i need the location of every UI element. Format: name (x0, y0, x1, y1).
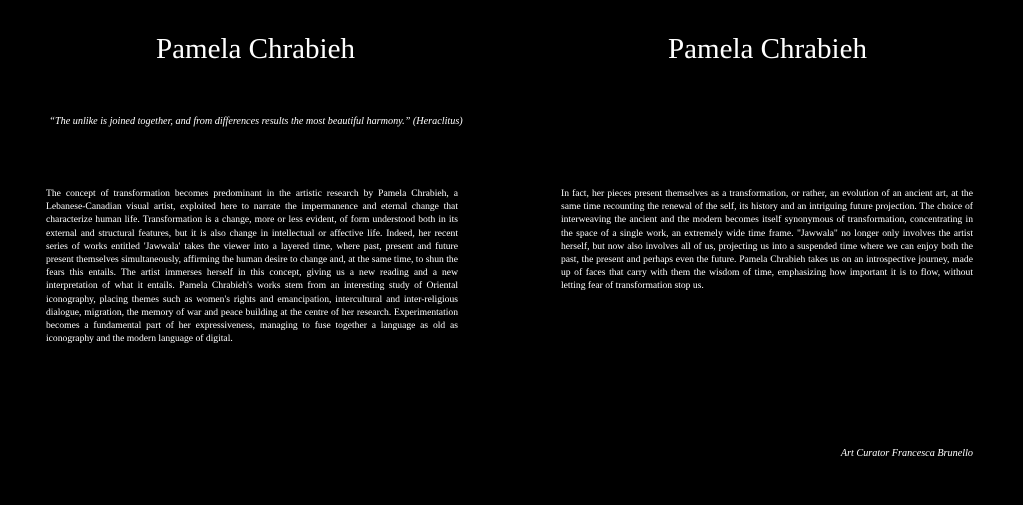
right-page-title: Pamela Chrabieh (668, 33, 867, 65)
heraclitus-quote: “The unlike is joined together, and from differences results the most beautiful harmony.” (Heraclitus) (49, 116, 463, 127)
left-page (0, 0, 511, 505)
left-page-title: Pamela Chrabieh (156, 33, 355, 65)
curator-signature: Art Curator Francesca Brunello (840, 448, 973, 459)
right-page (512, 0, 1023, 505)
left-page-body-text: The concept of transformation becomes predominant in the artistic research by Pamela Chrabieh, a Lebanese-Canadian visual artist, exploited here to narrate the impermanence and eternal change that characterize human life. Transformation is a change, more or less evident, of form understood both in its external and structural features, but it is also change in intellectual or affective life. Indeed, her recent series of works entitled 'Jawwala' takes the viewer into a layered time, where past, present and future present themselves simultaneously, affirming the human desire to change and, at the same time, to shun the fears this entails. The artist immerses herself in this concept, giving us a new reading and a new interpretation of what it entails. Pamela Chrabieh's works stem from an interesting study of Oriental iconography, placing themes such as women's rights and emancipation, intercultural and inter-religious dialogue, migration, the memory of war and peace building at the centre of her research. Experimentation becomes a fundamental part of her expressiveness, managing to fuse together a language as old as iconography and the modern language of digital. (46, 188, 458, 345)
right-page-body-text: In fact, her pieces present themselves as a transformation, or rather, an evolution of an ancient art, at the same time recounting the renewal of the self, its history and an intriguing future projection. The choice of interweaving the ancient and the modern becomes itself synonymous of transformation, concentrating in the space of a single work, an extremely wide time frame. "Jawwala" no longer only involves the artist herself, but now also involves all of us, projecting us into a suspended time where we can enjoy both the past, the present and perhaps even the future. Pamela Chrabieh takes us on an introspective journey, made up of faces that carry with them the wisdom of time, emphasizing how important it is to flow, without letting fear of transformation stop us. (561, 188, 973, 292)
